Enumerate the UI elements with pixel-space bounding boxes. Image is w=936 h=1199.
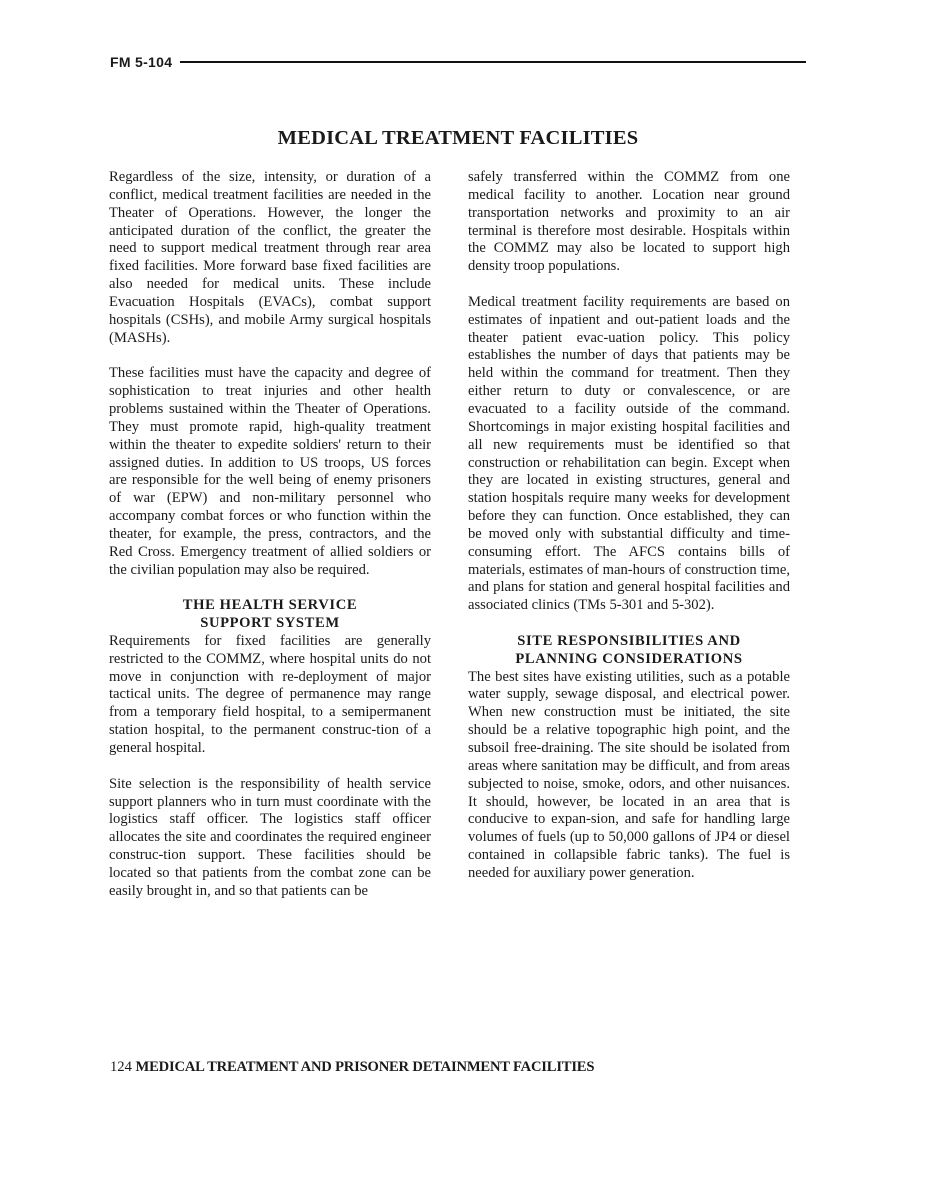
heading-line: SITE RESPONSIBILITIES AND xyxy=(517,632,741,649)
heading-line: PLANNING CONSIDERATIONS xyxy=(515,650,743,667)
paragraph: Site selection is the responsibility of health service support planners who in turn must coordinate with the logistics staff officer. The logistics staff officer allocates the site and coordinates the required engineer construc-tion support. These facilities should be located so that patients from the combat zone can be easily brought in, and so that patients can be xyxy=(109,775,431,899)
paragraph: These facilities must have the capacity and degree of sophistication to treat injuries and other health problems sustained within the Theater of Operations. They must promote rapid, high-quality treatment within the theater to expedite soldiers' return to their assigned duties. In addition to US troops, US forces are responsible for the well being of enemy prisoners of war (EPW) and non-military personnel who accompany combat forces or who function within the theater, for example, the press, contractors, and the Red Cross. Emergency treatment of allied soldiers or the civilian population may also be required. xyxy=(109,365,431,578)
page-title: MEDICAL TREATMENT FACILITIES xyxy=(277,127,639,149)
right-column xyxy=(468,169,790,901)
left-column xyxy=(109,169,431,918)
paragraph: safely transferred within the COMMZ from one medical facility to another. Location near ground transportation networks and proximity to an air terminal is therefore most desirable. Hospitals within the COMMZ may also be located to support high density troop populations. xyxy=(468,169,790,275)
footer-section-title: MEDICAL TREATMENT AND PRISONER DETAINMENT FACILITIES xyxy=(135,1059,595,1075)
running-footer xyxy=(110,1059,810,1076)
heading-line: THE HEALTH SERVICE xyxy=(182,597,358,614)
heading-line: SUPPORT SYSTEM xyxy=(200,615,340,632)
page-number: 124 xyxy=(110,1059,132,1075)
paragraph: Medical treatment facility requirements are based on estimates of inpatient and out-patient loads and the theater patient evac-uation policy. This policy establishes the number of days that patients may be held within the command for treatment. Then they either return to duty or convalescence, or are evacuated to a facility outside of the command. Shortcomings in major existing hospital facilities and all new requirements must be identified so that construction or rehabilitation can begin. Except when they are located in existing structures, general and station hospitals require many weeks for development before they can function. Once established, they can be moved only with substantial difficulty and time-consuming effort. The AFCS contains bills of materials, estimates of man-hours of construction time, and plans for station and general hospital facilities and associated clinics (TMs 5-301 and 5-302). xyxy=(468,293,790,614)
running-header xyxy=(110,52,806,72)
manual-code: FM 5-104 xyxy=(110,54,173,70)
section-heading-health-service xyxy=(109,597,431,633)
paragraph: Requirements for fixed facilities are generally restricted to the COMMZ, where hospital units do not move in conjunction with re-deployment of major tactical units. The degree of permanence may range from a temporary field hospital, to a semipermanent station hospital, to the permanent construc-tion of a general hospital. xyxy=(109,632,431,756)
paragraph: The best sites have existing utilities, such as a potable water supply, sewage disposal, and electrical power. When new construction must be initiated, the site should be a relative topographic high point, and the subsoil free-draining. The site should be isolated from areas where sanitation may be difficult, and from areas subjected to noise, smoke, odors, and other nuisances. It should, however, be located in an area that is conducive to expan-sion, and safe for handling large volumes of fuels (up to 50,000 gallons of JP4 or diesel contained in collapsible fabric tanks). The fuel is needed for auxiliary power generation. xyxy=(468,668,790,881)
section-heading-site-responsibilities xyxy=(468,633,790,669)
header-rule xyxy=(180,61,806,63)
paragraph: Regardless of the size, intensity, or duration of a conflict, medical treatment facilities are needed in the Theater of Operations. However, the longer the anticipated duration of the conflict, the greater the need to support medical treatment through rear area fixed facilities. More forward base fixed facilities are also needed for medical units. These include Evacuation Hospitals (EVACs), combat support hospitals (CSHs), and mobile Army surgical hospitals (MASHs). xyxy=(109,169,431,346)
